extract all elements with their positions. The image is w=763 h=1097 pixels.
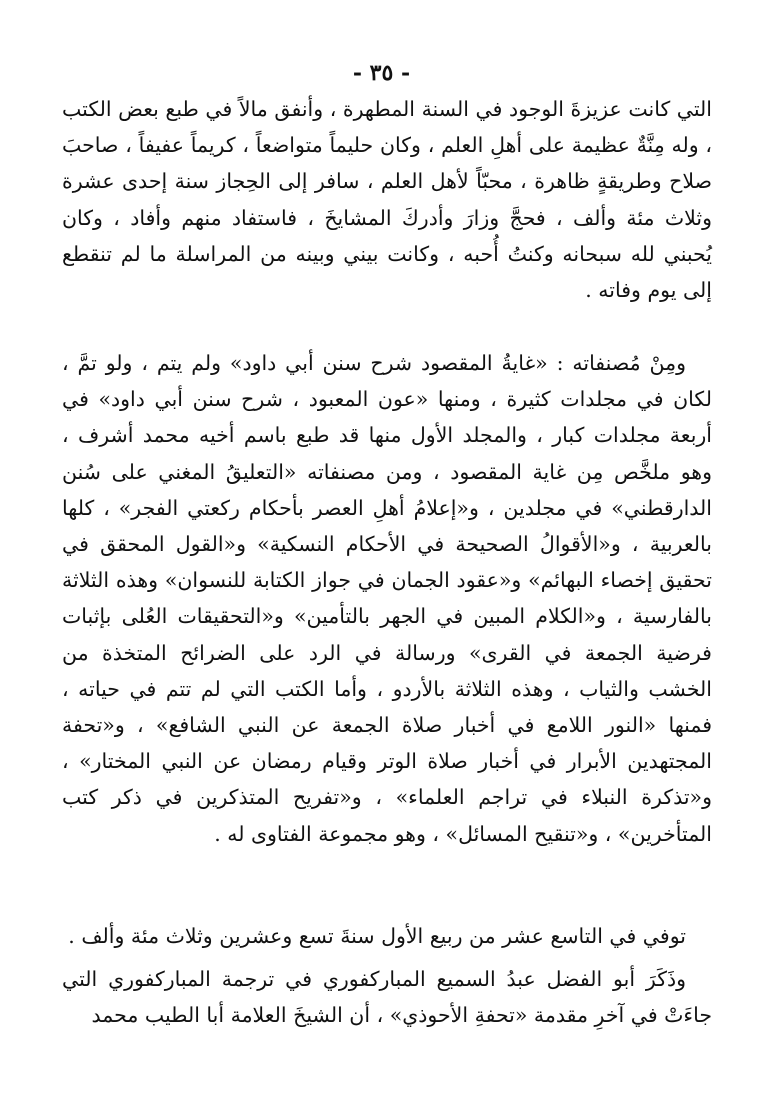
paragraph-works: ومِنْ مُصنفاته : «غايةُ المقصود شرح سنن أبي داود» ولم يتم ، ولو تمَّ ، لكان في مجلدات كثيرة ، ومنها «عون المعبود ، شرح سنن أبي داود» في أربعة مجلدات كبار ، والمجلد الأول منها قد طبع باسم أخيه محمد أشرف ، وهو ملخَّص مِن غاية المقصود ، ومن مصنفاته «التعليقُ المغني على سُنن الدارقطني» في مجلدين ، و«إعلامُ أهلِ العصر بأحكام ركعتي الفجر» ، كلها بالعربية ، و«الأقوالُ الصحيحة في الأحكام النسكية» و«القول المحقق في تحقيق إخصاء البهائم» و«عقود الجمان في جواز الكتابة للنسوان» وهذه الثلاثة بالفارسية ، و«الكلام المبين في الجهر بالتأمين» و«التحقيقات العُلى بإثبات فرضية الجمعة في القرى» ورسالة في الرد على الضرائح المتخذة من الخشب والثياب ، وهذه الثلاثة بالأردو ، وأما الكتب التي لم تتم في حياته ، فمنها «النور اللامع في أخبار صلاة الجمعة عن النبي الشافع» ، و«تحفة المجتهدين الأبرار في أخبار صلاة الوتر وقيام رمضان عن النبي المختار» ، و«تذكرة النبلاء في تراجم العلماء» ، و«تفريح المتذكرين في ذكر كتب المتأخرين» ، و«تنقيح المسائل» ، وهو مجموعة الفتاوى له .	[62, 351, 712, 846]
paragraph-mention: وذَكَرَ أبو الفضل عبدُ السميع المباركفوري في ترجمة المباركفوري التي جاءَتْ في آخرِ مقدمة «تحفةِ الأحوذي» ، أن الشيخَ العلامة أبا الطيب محمد	[62, 967, 712, 1028]
paragraph-death-date: توفي في التاسع عشر من ربيع الأول سنةَ تسع وعشرين وثلاث مئة وألف .	[68, 924, 686, 948]
paragraph-biography-continuation: التي كانت عزيزةَ الوجود في السنة المطهرة ، وأنفق مالاً في طبع بعض الكتب ، وله مِنَّةٌ عظيمة على أهلِ العلم ، وكان حليماً متواضعاً ، كريماً عفيفاً ، صاحبَ صلاح وطريقةٍ ظاهرة ، محبّاً لأهل العلم ، سافر إلى الحِجاز سنة إحدى عشرة وثلاث مئة وألف ، فحجَّ وزارَ وأدركَ المشايخَ ، فاستفاد منهم وأفاد ، وكان يُحبني لله سبحانه وكنتُ أُحبه ، وكانت بيني وبينه من المراسلة ما لم تنقطع إلى يوم وفاته .	[62, 97, 712, 303]
page-number: - ٣٥ -	[352, 60, 411, 86]
